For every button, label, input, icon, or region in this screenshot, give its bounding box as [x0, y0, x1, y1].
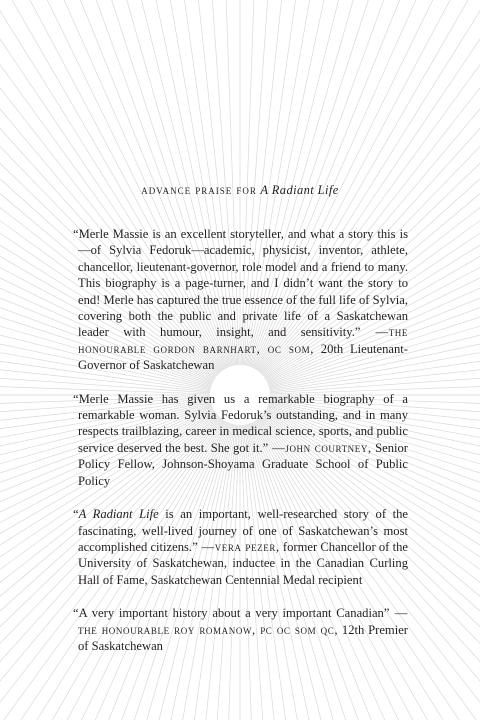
- quote-author-title: former Chancellor of the University of Saskatchewan, inductee in the Canadian Curling Hall of Fame, Saskatchewan Centennial Medal recipient: [78, 539, 408, 587]
- quote-author-title: 12th Premier of Saskatchewan: [78, 622, 408, 653]
- quote-author-title: 20th Lieutenant-Governor of Saskatchewan: [78, 341, 408, 373]
- quote-romanow: [73, 605, 408, 654]
- quote-author: —vera pezer,: [197, 539, 280, 554]
- quote-italic-title: A Radiant Life: [78, 507, 159, 522]
- quote-text: “Merle Massie is an excellent storyteller, and what a story this is—of Sylvia Fedoruk—academic, physicist, inventor, athlete, chancellor, lieutenant-governor, role model and a friend to many. This biography is a page-turner, and I didn’t want the story to end! Merle has captured the true essence of the full life of Sylvia, covering both the public and private life of a Saskatchewan leader with humour, insight, and sensitivity.”: [73, 227, 408, 340]
- quote-author: —the honourable gordon barnhart, oc som,: [78, 325, 408, 356]
- book-title: A Radiant Life: [260, 183, 339, 197]
- quote-author: —john courtney,: [268, 440, 372, 455]
- quote-courtney: [73, 391, 408, 489]
- quote-text: is an important, well-researched story of the fascinating, well-lived journey of one of Saskatchewan’s most accomplished citizens.”: [78, 507, 409, 554]
- quote-author-title: Senior Policy Fellow, Johnson-Shoyama Graduate School of Public Policy: [78, 440, 408, 488]
- quote-barnhart: [73, 226, 408, 374]
- quote-text: “A very important history about a very important Canadian”: [73, 606, 390, 621]
- quotes-list: [73, 226, 409, 671]
- heading-prefix: advance praise for: [141, 183, 257, 197]
- page-heading: [0, 183, 480, 198]
- quote-author: —the honourable roy romanow, pc oc som qc,: [78, 606, 408, 637]
- quote-text: “Merle Massie has given us a remarkable biography of a remarkable woman. Sylvia Fedoruk’s outstanding, and in many respects trailblazing, career in medical science, sports, and public service deserved the best. She got it.”: [73, 391, 408, 455]
- quote-pezer: “A Radiant Life is an important, well-researched story of the fascinating, well-lived journey of one of Saskatchewan’s most accomplished citizens.” —vera pezer, former Chancellor of the University of Saskatchewan, inductee in the Canadian Curling Hall of Fame, Saskatchewan Centennial Medal recipient: [73, 507, 409, 587]
